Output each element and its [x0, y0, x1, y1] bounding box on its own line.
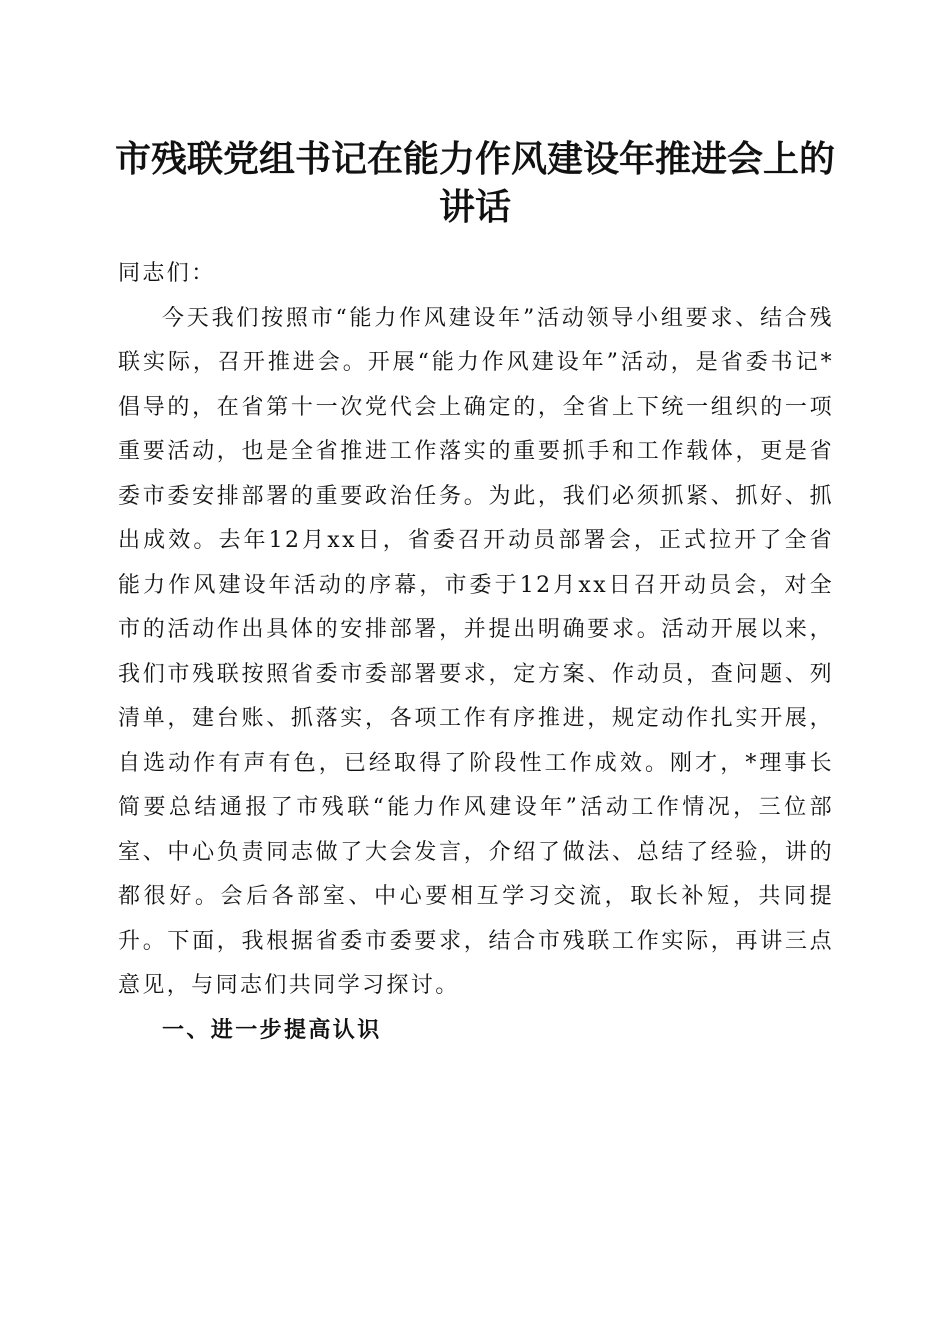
salutation: 同志们： [118, 261, 216, 286]
section-heading: 一、进一步提高认识 [162, 1017, 382, 1043]
body-paragraph: 今天我们按照市“能力作风建设年”活动领导小组要求、结合残联实际，召开推进会。开展“能力作风建设年”活动，是省委书记*倡导的，在省第十一次党代会上确定的，全省上下统一组织的一项重要活动，也是全省推进工作落实的重要抓手和工作载体，更是省委市委安排部署的重要政治任务。为此，我们必须抓紧、抓好、抓出成效。去年12月xx日，省委召开动员部署会，正式拉开了全省能力作风建设年活动的序幕，市委于12月xx日召开动员会，对全市的活动作出具体的安排部署，并提出明确要求。活动开展以来，我们市残联按照省委市委部署要求，定方案、作动员，查问题、列清单，建台账、抓落实，各项工作有序推进，规定动作扎实开展，自选动作有声有色，已经取得了阶段性工作成效。刚才，*理事长简要总结通报了市残联“能力作风建设年”活动工作情况，三位部室、中心负责同志做了大会发言，介绍了做法、总结了经验，讲的都很好。会后各部室、中心要相互学习交流，取长补短，共同提升。下面，我根据省委市委要求，结合市残联工作实际，再讲三点意见，与同志们共同学习探讨。 [118, 305, 834, 998]
document-body [118, 252, 834, 1053]
document-title: 市残联党组书记在能力作风建设年推进会上的讲话 [114, 138, 835, 228]
